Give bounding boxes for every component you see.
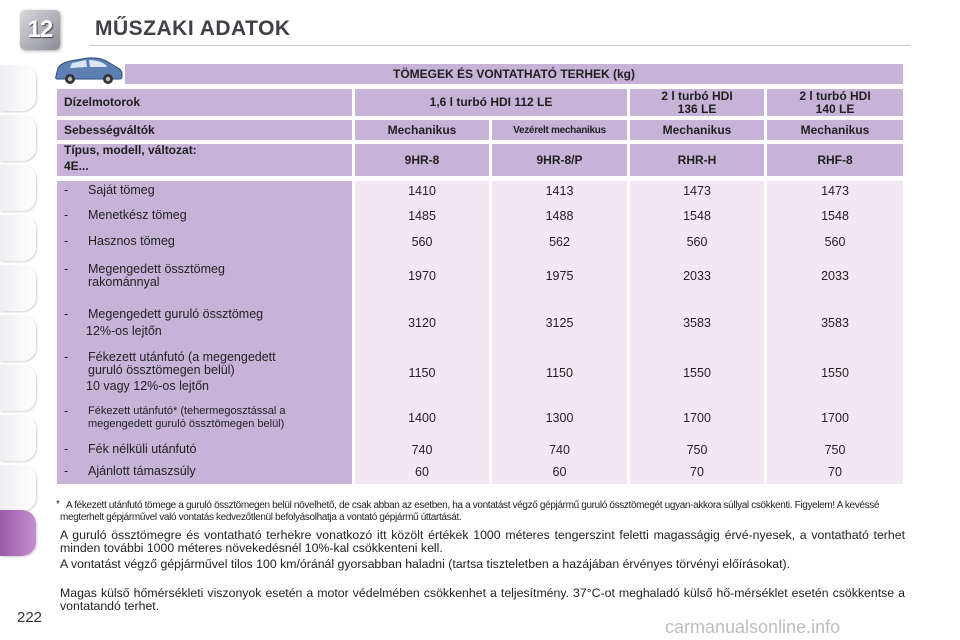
paragraph: A guruló össztömegre és vontatható terhekre vonatkozó itt közölt értékek 1000 méteres tengerszint feletti magasságig érvé-nyesek, a vontatható terhet minden további 1000 méteres növekedésnél 10%-kal csökkenteni kell.	[60, 528, 905, 555]
table-cell: 750	[824, 443, 846, 457]
table-cell: 2033	[683, 269, 711, 283]
page-number: 222	[17, 609, 43, 626]
gearbox-header-label: Sebességváltók	[57, 120, 352, 140]
gearbox-cell: Mechanikus	[630, 120, 764, 140]
table-cell: 1413	[545, 184, 574, 198]
chapter-tabs	[0, 0, 43, 640]
table-cell: 560	[824, 235, 846, 249]
row-label-text: Hasznos tömeg	[88, 234, 175, 248]
type-cell: 9HR-8/P	[492, 144, 627, 176]
table-cell: 3583	[683, 316, 711, 330]
table-cell: 1150	[408, 366, 436, 380]
row-dash: -	[64, 208, 69, 222]
table-cell: 1550	[821, 366, 849, 380]
engine-header-c-line1: 2 l turbó HDI	[799, 88, 871, 103]
footnote-star: *	[56, 499, 60, 510]
table-cell: 1150	[546, 366, 573, 380]
engine-header-a: 1,6 l turbó HDI 112 LE	[355, 89, 627, 116]
chapter-tab[interactable]	[0, 165, 36, 211]
table-cell: 740	[411, 443, 433, 457]
type-header-line2: 4E...	[64, 159, 89, 173]
table-body-column	[767, 181, 903, 484]
page-title: MŰSZAKI ADATOK	[95, 17, 291, 40]
table-cell: 1700	[821, 411, 849, 425]
table-cell: 3120	[408, 316, 436, 330]
table-cell: 1473	[683, 184, 711, 198]
table-cell: 1975	[545, 269, 574, 283]
row-dash: -	[64, 464, 69, 478]
row-dash: -	[64, 442, 69, 456]
footnote	[56, 499, 910, 524]
paragraph: Magas külső hőmérsékleti viszonyok esetén a motor védelmében csökkenhet a teljesítmény. 37°C-ot meghaladó külső hő-mérséklet esetén csökkentse a vontatandó terhet.	[60, 586, 905, 613]
engine-header-label: Dízelmotorok	[57, 89, 352, 116]
engine-header-c-line2: 140 LE	[815, 101, 855, 116]
table-cell: 562	[549, 235, 570, 249]
row-dash: -	[64, 262, 69, 276]
chapter-tab[interactable]	[0, 215, 36, 261]
paragraph: A vontatást végző gépjárművel tilos 100 km/óránál gyorsabban haladni (tartsa tiszteletben a hazájában érvényes törvényi előírásokat).	[60, 557, 791, 571]
car-icon	[52, 55, 124, 85]
row-dash: -	[64, 234, 69, 248]
table-cell: 1410	[408, 184, 436, 198]
type-cell: RHR-H	[630, 144, 764, 176]
type-cell: RHF-8	[767, 144, 903, 176]
row-dash: -	[64, 350, 69, 364]
chapter-tab[interactable]	[0, 415, 36, 461]
chapter-tab-active[interactable]	[0, 510, 36, 556]
table-title: TÖMEGEK ÉS VONTATHATÓ TERHEK (kg)	[125, 64, 903, 84]
gearbox-cell: Mechanikus	[355, 120, 489, 140]
gearbox-cell: Vezérelt mechanikus	[492, 120, 627, 140]
row-label-text: Saját tömeg	[88, 183, 155, 197]
row-label-text: Fékezett utánfutó* (tehermegosztással a	[88, 405, 286, 417]
table-cell: 70	[828, 465, 842, 479]
row-label-text: Fékezett utánfutó (a megengedett	[88, 350, 276, 364]
table-cell: 560	[411, 235, 433, 249]
table-cell: 60	[415, 465, 429, 479]
chapter-tab[interactable]	[0, 315, 36, 361]
row-label-text: Megengedett össztömeg	[88, 262, 225, 276]
row-label-text: megengedett guruló össztömegen belül)	[88, 418, 285, 430]
table-cell: 2033	[821, 269, 849, 283]
watermark: carmanualsonline.info	[665, 617, 841, 637]
chapter-tab[interactable]	[0, 115, 36, 161]
footnote-text: A fékezett utánfutó tömege a guruló össztömegen belül növelhető, de csak abban az esetben, ha a vontatást végző gépjármű guruló össztömegét ugyan-akkora súllyal csökkenti. Figyelem! A kevéssé megterhelt gépjárművel való vontatás kedvezőtlenül befolyásolhatja a vontató gépjármű úttartását.	[60, 500, 880, 523]
table-cell: 1488	[545, 209, 574, 223]
table-body-column	[492, 181, 627, 484]
chapter-tab[interactable]	[0, 465, 36, 511]
row-label-text: Megengedett guruló össztömeg	[88, 307, 264, 321]
chapter-tab[interactable]	[0, 365, 36, 411]
engine-header-b	[630, 89, 764, 116]
type-header-label	[57, 144, 352, 176]
chapter-tab[interactable]	[0, 265, 36, 311]
chapter-number-badge: 12	[20, 10, 60, 50]
table-cell: 1548	[821, 209, 849, 223]
row-label-text: rakománnyal	[88, 275, 160, 289]
table-cell: 1970	[408, 269, 436, 283]
row-label-subtext: 12%-os lejtőn	[86, 324, 162, 338]
engine-header-b-line2: 136 LE	[677, 101, 717, 116]
row-dash: -	[64, 404, 69, 418]
table-cell: 1400	[408, 411, 436, 425]
table-body-column	[355, 181, 489, 484]
engine-header-b-line1: 2 l turbó HDI	[661, 88, 733, 103]
type-cell: 9HR-8	[355, 144, 489, 176]
row-label-text: Fék nélküli utánfutó	[88, 442, 197, 456]
table-cell: 3583	[821, 316, 849, 330]
table-cell: 1700	[683, 411, 711, 425]
table-cell: 750	[686, 443, 708, 457]
type-header-line1: Típus, modell, változat:	[64, 143, 197, 157]
row-label-text: Ajánlott támaszsúly	[88, 464, 196, 478]
row-label-subtext: 10 vagy 12%-os lejtőn	[86, 379, 209, 393]
row-dash: -	[64, 307, 69, 321]
table-cell: 1473	[821, 184, 849, 198]
table-cell: 1548	[683, 209, 711, 223]
table-body-column	[630, 181, 764, 484]
table-cell: 60	[552, 465, 567, 479]
gearbox-cell: Mechanikus	[767, 120, 903, 140]
table-cell: 560	[686, 235, 708, 249]
title-divider	[90, 45, 910, 46]
chapter-tab[interactable]	[0, 65, 36, 111]
table-cell: 1550	[683, 366, 711, 380]
engine-header-c	[767, 89, 903, 116]
row-label-text: Menetkész tömeg	[88, 208, 187, 222]
table-cell: 1300	[545, 411, 574, 425]
table-cell: 1485	[408, 209, 436, 223]
row-dash: -	[64, 183, 69, 197]
row-label-text: guruló össztömegen belül)	[88, 363, 235, 377]
table-cell: 740	[549, 443, 570, 457]
table-cell: 3125	[545, 316, 574, 330]
table-cell: 70	[690, 465, 704, 479]
